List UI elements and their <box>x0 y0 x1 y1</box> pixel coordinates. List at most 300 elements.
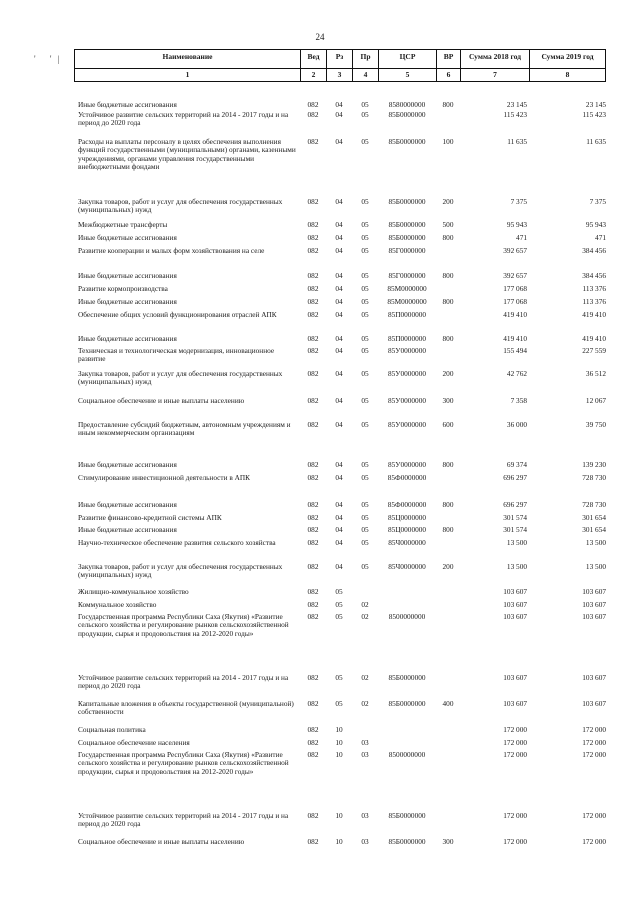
cell-pr: 05 <box>361 111 369 119</box>
cell-ved: 082 <box>307 474 319 482</box>
cell-rz: 04 <box>335 335 343 343</box>
table-row <box>74 461 606 469</box>
cell-pr: 05 <box>361 272 369 280</box>
cell-rz: 10 <box>335 739 343 747</box>
cell-ved: 082 <box>307 812 319 820</box>
table-row <box>74 838 606 846</box>
cell-pr: 05 <box>361 461 369 469</box>
cell-name: Закупка товаров, работ и услуг для обеспечения государственных (муниципальных) нужд <box>78 198 283 215</box>
table-row <box>74 234 606 242</box>
col-number: 5 <box>378 69 436 81</box>
cell-ved: 082 <box>307 739 319 747</box>
cell-vr <box>436 739 460 747</box>
cell-vr: 600 <box>442 421 454 429</box>
col-ved-header: Вед <box>300 50 326 68</box>
cell-vr <box>436 726 460 734</box>
cell-ved: 082 <box>307 514 319 522</box>
table-row <box>74 514 606 522</box>
cell-s2018: 696 297 <box>503 474 527 482</box>
cell-name: Предоставление субсидий бюджетным, автономным учреждениям и иным некоммерческим организациям <box>78 421 291 438</box>
cell-vr: 100 <box>442 138 454 146</box>
table-row <box>74 421 606 438</box>
cell-vr <box>436 111 460 128</box>
cell-csr: 8580000000 <box>388 101 426 109</box>
cell-s2019: 7 375 <box>589 198 606 206</box>
cell-csr: 85У0000000 <box>387 347 426 355</box>
cell-vr <box>436 311 460 319</box>
cell-s2018: 155 494 <box>503 347 527 355</box>
cell-rz: 04 <box>335 539 343 547</box>
cell-name: Устойчивое развитие сельских территорий на 2014 - 2017 годы и на период до 2020 года <box>78 674 289 691</box>
cell-ved: 082 <box>307 726 319 734</box>
cell-s2018: 115 423 <box>503 111 527 119</box>
cell-ved: 082 <box>307 101 319 109</box>
cell-pr: 05 <box>361 285 369 293</box>
cell-ved: 082 <box>307 838 319 846</box>
cell-name: Закупка товаров, работ и услуг для обеспечения государственных (муниципальных) нужд <box>78 370 283 387</box>
cell-name: Расходы на выплаты персоналу в целях обеспечения выполнения функций государственными (муниципальными) органами, казенными учреждениями, органами управления государственными внебюджетными фондами <box>78 138 296 172</box>
cell-ved: 082 <box>307 613 319 621</box>
cell-csr: 85П0000000 <box>387 311 427 319</box>
cell-rz: 04 <box>335 563 343 571</box>
cell-s2018: 177 068 <box>503 298 527 306</box>
cell-vr <box>436 613 460 638</box>
cell-csr <box>378 739 436 747</box>
cell-pr: 05 <box>361 563 369 571</box>
col-number: 2 <box>300 69 326 81</box>
cell-pr: 05 <box>361 474 369 482</box>
column-numbers <box>74 69 606 82</box>
cell-rz: 10 <box>335 812 343 820</box>
cell-s2019: 39 750 <box>585 421 606 429</box>
cell-pr: 05 <box>361 335 369 343</box>
table-row <box>74 812 606 829</box>
cell-vr: 400 <box>442 700 454 708</box>
col-number: 8 <box>529 69 606 81</box>
cell-rz: 04 <box>335 221 343 229</box>
cell-s2018: 11 635 <box>507 138 527 146</box>
cell-s2018: 392 657 <box>503 272 527 280</box>
cell-pr: 05 <box>361 539 369 547</box>
cell-rz: 05 <box>335 588 343 596</box>
cell-pr: 05 <box>361 221 369 229</box>
cell-s2019: 115 423 <box>582 111 606 119</box>
table-row <box>74 298 606 306</box>
cell-s2018: 7 375 <box>510 198 527 206</box>
cell-rz: 05 <box>335 674 343 682</box>
cell-name: Иные бюджетные ассигнования <box>78 272 177 280</box>
table-row <box>74 739 606 747</box>
cell-s2018: 696 297 <box>503 501 527 509</box>
cell-rz: 04 <box>335 247 343 255</box>
cell-ved: 082 <box>307 272 319 280</box>
cell-vr: 800 <box>442 272 454 280</box>
cell-rz: 04 <box>335 138 343 146</box>
cell-rz: 04 <box>335 298 343 306</box>
cell-csr: 85Ц0000000 <box>387 526 427 534</box>
cell-ved: 082 <box>307 111 319 119</box>
cell-ved: 082 <box>307 370 319 378</box>
cell-ved: 082 <box>307 311 319 319</box>
cell-name: Капитальные вложения в объекты государственной (муниципальной) собственности <box>78 700 294 717</box>
cell-csr: 85Б0000000 <box>388 674 426 682</box>
cell-vr: 300 <box>442 397 454 405</box>
cell-s2019: 113 376 <box>582 298 606 306</box>
cell-s2019: 172 000 <box>582 726 606 734</box>
cell-s2019: 139 230 <box>582 461 606 469</box>
cell-csr: 85М0000000 <box>387 285 427 293</box>
cell-rz: 10 <box>335 838 343 846</box>
cell-s2018: 301 574 <box>503 514 527 522</box>
cell-csr: 85М0000000 <box>387 298 427 306</box>
cell-rz: 04 <box>335 461 343 469</box>
cell-s2019: 728 730 <box>582 501 606 509</box>
cell-pr: 05 <box>361 198 369 206</box>
cell-name: Устойчивое развитие сельских территорий на 2014 - 2017 годы и на период до 2020 года <box>78 812 289 829</box>
cell-name: Межбюджетные трансферты <box>78 221 168 229</box>
cell-s2018: 103 607 <box>503 588 527 596</box>
col-number: 7 <box>460 69 529 81</box>
table-row <box>74 526 606 534</box>
cell-name: Развитие кормопроизводства <box>78 285 168 293</box>
cell-s2018: 13 500 <box>506 539 527 547</box>
cell-s2018: 419 410 <box>503 335 527 343</box>
cell-csr: 85Ц0000000 <box>387 514 427 522</box>
table-row <box>74 335 606 343</box>
cell-ved: 082 <box>307 700 319 708</box>
cell-rz: 04 <box>335 370 343 378</box>
cell-vr: 800 <box>442 234 454 242</box>
cell-name: Развитие финансово-кредитной системы АПК <box>78 514 222 522</box>
cell-vr <box>436 812 460 829</box>
table-row <box>74 539 606 547</box>
cell-csr: 8500000000 <box>388 613 426 621</box>
cell-csr: 85Б0000000 <box>388 198 426 206</box>
table-row <box>74 674 606 691</box>
cell-vr <box>436 514 460 522</box>
cell-s2019: 728 730 <box>582 474 606 482</box>
cell-pr <box>352 588 378 596</box>
cell-name: Социальное обеспечение и иные выплаты населению <box>78 838 245 846</box>
cell-ved: 082 <box>307 298 319 306</box>
cell-vr: 800 <box>442 101 454 109</box>
cell-vr: 200 <box>442 370 454 378</box>
cell-rz: 04 <box>335 347 343 355</box>
table-row <box>74 311 606 319</box>
cell-name: Техническая и технологическая модернизация, инновационное развитие <box>78 347 275 364</box>
cell-rz: 04 <box>335 198 343 206</box>
cell-csr: 85Б0000000 <box>388 234 426 242</box>
cell-csr: 85У0000000 <box>387 461 426 469</box>
cell-vr: 200 <box>442 563 454 571</box>
cell-vr <box>436 539 460 547</box>
cell-rz: 04 <box>335 514 343 522</box>
col-pr-header: Пр <box>352 50 378 68</box>
cell-rz: 04 <box>335 397 343 405</box>
cell-ved: 082 <box>307 285 319 293</box>
cell-ved: 082 <box>307 335 319 343</box>
cell-csr: 85Б0000000 <box>388 812 426 820</box>
cell-name: Закупка товаров, работ и услуг для обеспечения государственных (муниципальных) нужд <box>78 563 283 580</box>
cell-s2019: 227 559 <box>582 347 606 355</box>
cell-name: Государственная программа Республики Саха (Якутия) «Развитие сельского хозяйства и регулирование рынков сельскохозяйственной продукции, сырья и продовольствия на 2012-2020 годы» <box>78 751 289 776</box>
cell-csr: 85Ф0000000 <box>387 474 427 482</box>
cell-vr <box>436 674 460 691</box>
table-row <box>74 601 606 609</box>
col-sum2018-header: Сумма 2018 год <box>460 50 529 68</box>
cell-rz: 04 <box>335 421 343 429</box>
table-row <box>74 272 606 280</box>
cell-s2019: 12 067 <box>585 397 606 405</box>
cell-pr: 02 <box>361 674 369 682</box>
cell-vr <box>436 751 460 776</box>
cell-rz: 04 <box>335 311 343 319</box>
cell-s2019: 301 654 <box>582 526 606 534</box>
cell-s2019: 103 607 <box>582 601 606 609</box>
cell-rz: 05 <box>335 613 343 621</box>
cell-ved: 082 <box>307 138 319 146</box>
cell-name: Иные бюджетные ассигнования <box>78 234 177 242</box>
cell-s2018: 13 500 <box>506 563 527 571</box>
cell-s2019: 172 000 <box>582 812 606 820</box>
table-row <box>74 101 606 109</box>
table-row <box>74 397 606 405</box>
cell-rz: 04 <box>335 272 343 280</box>
cell-ved: 082 <box>307 198 319 206</box>
cell-s2018: 103 607 <box>503 674 527 682</box>
cell-s2019: 384 456 <box>582 247 606 255</box>
col-name-header: Наименование <box>74 50 300 68</box>
cell-csr: 85П0000000 <box>387 335 427 343</box>
cell-pr: 05 <box>361 101 369 109</box>
cell-s2019: 172 000 <box>582 838 606 846</box>
cell-csr: 85Б0000000 <box>388 221 426 229</box>
cell-s2018: 23 145 <box>506 101 527 109</box>
cell-s2019: 13 500 <box>585 539 606 547</box>
cell-vr: 200 <box>442 198 454 206</box>
cell-s2019: 11 635 <box>586 138 606 146</box>
cell-pr: 05 <box>361 311 369 319</box>
cell-s2019: 103 607 <box>582 613 606 621</box>
table-row <box>74 138 606 172</box>
cell-vr <box>436 601 460 609</box>
table-row <box>74 221 606 229</box>
cell-pr: 03 <box>361 739 369 747</box>
cell-pr: 05 <box>361 421 369 429</box>
cell-s2019: 471 <box>595 234 606 242</box>
cell-pr: 02 <box>361 601 369 609</box>
cell-pr: 05 <box>361 298 369 306</box>
cell-s2018: 392 657 <box>503 247 527 255</box>
table-row <box>74 751 606 776</box>
cell-vr <box>436 347 460 364</box>
page-number: 24 <box>315 32 325 42</box>
budget-table <box>74 49 606 846</box>
cell-rz: 04 <box>335 111 343 119</box>
table-row <box>74 700 606 717</box>
cell-s2019: 419 410 <box>582 311 606 319</box>
cell-pr <box>352 726 378 734</box>
cell-s2018: 103 607 <box>503 613 527 621</box>
cell-vr <box>436 247 460 255</box>
cell-vr: 800 <box>442 298 454 306</box>
cell-csr: 85Ч0000000 <box>388 563 426 571</box>
cell-pr: 05 <box>361 501 369 509</box>
cell-s2018: 36 000 <box>506 421 527 429</box>
cell-ved: 082 <box>307 234 319 242</box>
cell-s2019: 384 456 <box>582 272 606 280</box>
col-number: 4 <box>352 69 378 81</box>
cell-s2019: 301 654 <box>582 514 606 522</box>
cell-ved: 082 <box>307 501 319 509</box>
margin-mark: ' '| <box>34 54 66 64</box>
cell-rz: 04 <box>335 474 343 482</box>
cell-s2018: 95 943 <box>506 221 527 229</box>
cell-vr <box>436 285 460 293</box>
cell-s2018: 301 574 <box>503 526 527 534</box>
cell-rz: 04 <box>335 234 343 242</box>
table-row <box>74 198 606 215</box>
cell-s2018: 7 358 <box>510 397 527 405</box>
cell-vr <box>436 474 460 482</box>
cell-s2018: 172 000 <box>503 739 527 747</box>
cell-pr: 02 <box>361 700 369 708</box>
cell-s2019: 419 410 <box>582 335 606 343</box>
cell-vr: 800 <box>442 461 454 469</box>
cell-ved: 082 <box>307 588 319 596</box>
cell-ved: 082 <box>307 601 319 609</box>
table-row <box>74 347 606 364</box>
cell-s2019: 36 512 <box>585 370 606 378</box>
cell-s2019: 172 000 <box>582 739 606 747</box>
cell-pr: 05 <box>361 247 369 255</box>
cell-s2019: 103 607 <box>582 700 606 708</box>
cell-pr: 05 <box>361 514 369 522</box>
cell-s2018: 103 607 <box>503 601 527 609</box>
cell-csr: 85Ф0000000 <box>387 501 427 509</box>
cell-csr <box>378 601 436 609</box>
cell-s2019: 103 607 <box>582 674 606 682</box>
cell-name: Иные бюджетные ассигнования <box>78 526 177 534</box>
cell-name: Развитие кооперации и малых форм хозяйствования на селе <box>78 247 265 255</box>
cell-csr <box>378 588 436 596</box>
table-header <box>74 49 606 69</box>
table-row <box>74 588 606 596</box>
cell-name: Государственная программа Республики Саха (Якутия) «Развитие сельского хозяйства и регулирование рынков сельскохозяйственной продукции, сырья и продовольствия на 2012-2020 годы» <box>78 613 289 638</box>
cell-pr: 03 <box>361 838 369 846</box>
table-row <box>74 501 606 509</box>
cell-rz: 05 <box>335 601 343 609</box>
cell-rz: 04 <box>335 285 343 293</box>
cell-pr: 05 <box>361 526 369 534</box>
cell-s2019: 103 607 <box>582 588 606 596</box>
table-row <box>74 474 606 482</box>
cell-ved: 082 <box>307 347 319 355</box>
cell-vr: 500 <box>442 221 454 229</box>
cell-name: Коммунальное хозяйство <box>78 601 157 609</box>
cell-ved: 082 <box>307 421 319 429</box>
table-row <box>74 285 606 293</box>
cell-s2019: 95 943 <box>585 221 606 229</box>
cell-ved: 082 <box>307 563 319 571</box>
cell-name: Иные бюджетные ассигнования <box>78 101 177 109</box>
cell-vr: 800 <box>442 501 454 509</box>
cell-pr: 03 <box>361 812 369 820</box>
cell-ved: 082 <box>307 751 319 759</box>
cell-name: Научно-техническое обеспечение развития сельского хозяйства <box>78 539 276 547</box>
col-number: 3 <box>326 69 352 81</box>
cell-s2019: 13 500 <box>585 563 606 571</box>
cell-name: Устойчивое развитие сельских территорий на 2014 - 2017 годы и на период до 2020 года <box>78 111 289 128</box>
cell-pr: 05 <box>361 234 369 242</box>
cell-csr: 85Б0000000 <box>388 838 426 846</box>
cell-csr: 85Б0000000 <box>388 138 426 146</box>
cell-vr: 300 <box>442 838 454 846</box>
cell-s2018: 172 000 <box>503 838 527 846</box>
cell-s2019: 23 145 <box>585 101 606 109</box>
cell-vr: 800 <box>442 335 454 343</box>
table-row <box>74 111 606 128</box>
cell-name: Иные бюджетные ассигнования <box>78 335 177 343</box>
cell-name: Социальное обеспечение населения <box>78 739 190 747</box>
col-sum2019-header: Сумма 2019 год <box>529 50 606 68</box>
cell-rz: 04 <box>335 501 343 509</box>
cell-pr: 05 <box>361 347 369 355</box>
cell-rz: 04 <box>335 526 343 534</box>
cell-csr <box>378 726 436 734</box>
cell-pr: 03 <box>361 751 369 759</box>
cell-name: Обеспечение общих условий функционирования отраслей АПК <box>78 311 277 319</box>
cell-pr: 05 <box>361 397 369 405</box>
cell-name: Иные бюджетные ассигнования <box>78 461 177 469</box>
cell-ved: 082 <box>307 539 319 547</box>
cell-s2018: 172 000 <box>503 812 527 820</box>
cell-s2018: 471 <box>516 234 527 242</box>
cell-s2018: 103 607 <box>503 700 527 708</box>
cell-vr: 800 <box>442 526 454 534</box>
cell-s2018: 419 410 <box>503 311 527 319</box>
cell-ved: 082 <box>307 461 319 469</box>
cell-csr: 85Ч0000000 <box>388 539 426 547</box>
cell-rz: 05 <box>335 700 343 708</box>
cell-s2019: 172 000 <box>582 751 606 759</box>
cell-ved: 082 <box>307 221 319 229</box>
cell-ved: 082 <box>307 247 319 255</box>
cell-s2018: 69 374 <box>506 461 527 469</box>
cell-name: Социальная политика <box>78 726 146 734</box>
cell-csr: 85Г0000000 <box>388 247 426 255</box>
cell-vr <box>436 588 460 596</box>
cell-name: Социальное обеспечение и иные выплаты населению <box>78 397 245 405</box>
cell-csr: 85Г0000000 <box>388 272 426 280</box>
table-row <box>74 370 606 387</box>
cell-ved: 082 <box>307 526 319 534</box>
col-csr-header: ЦСР <box>378 50 436 68</box>
table-row <box>74 247 606 255</box>
col-rz-header: Рз <box>326 50 352 68</box>
cell-s2018: 172 000 <box>503 726 527 734</box>
cell-rz: 04 <box>335 101 343 109</box>
cell-pr: 05 <box>361 138 369 146</box>
cell-s2018: 42 762 <box>506 370 527 378</box>
cell-name: Стимулирование инвестиционной деятельности в АПК <box>78 474 250 482</box>
cell-ved: 082 <box>307 397 319 405</box>
cell-s2018: 172 000 <box>503 751 527 759</box>
cell-csr: 85У0000000 <box>387 370 426 378</box>
cell-name: Иные бюджетные ассигнования <box>78 501 177 509</box>
table-row <box>74 613 606 638</box>
cell-name: Жилищно-коммунальное хозяйство <box>78 588 189 596</box>
